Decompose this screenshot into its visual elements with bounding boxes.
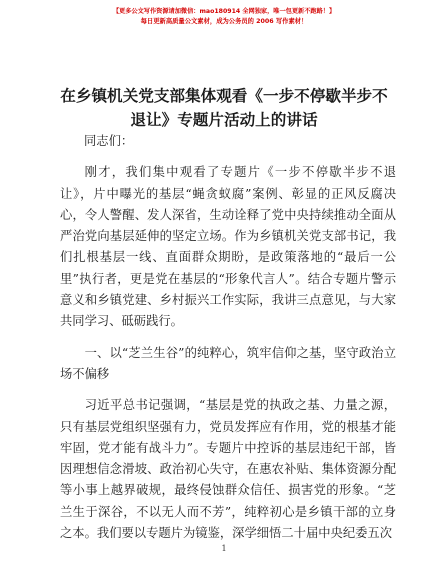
promo-banner-line-2: 每日更新高质量公文素材，成为公务员的 2006 写作素材！ [140, 18, 308, 25]
salutation: 同志们： [84, 134, 134, 148]
promo-banner-line-1: 【更多公文写作资源请加微信：mao180914 全网独家，唯一包更新不跑路！】 [112, 8, 336, 15]
document-title: 在乡镇机关党支部集体观看《一步不停歇半步不退让》专题片活动上的讲话 [60, 87, 388, 129]
paragraph-section-1: 习近平总书记强调，“基层是党的执政之基、力量之源，只有基层党组织坚强有力，党员发挥应有作用，党的根基才能牢固，党才能有战斗力”。专题片中控诉的基层违纪干部，皆因理想信念滑坡、政治初心失守，在惠农补贴、集体资源分配等小事上越界破规，最终侵蚀群众信任、损害党的形象。“芝兰生于深谷，不以无人而不芳”，纯粹初心是乡镇干部的立身之本。我们要以专题片为镜鉴，深学细悟二十届中央纪委五次 [60, 398, 396, 541]
paragraph-intro: 刚才，我们集中观看了专题片《一步不停歇半步不退让》，片中曝光的基层“蝇贪蚁腐”案例、彰显的正风反腐决心，令人警醒、发人深省，生动诠释了党中央持续推动全面从严治党向基层延伸的坚定立场。作为乡镇机关党支部书记，我们扎根基层一线、直面群众期盼，是政策落地的“最后一公里”执行者，更是党在基层的“形象代言人”。结合专题片警示意义和乡镇党建、乡村振兴工作实际，我讲三点意见，与大家共同学习、砥砺践行。 [60, 165, 396, 329]
page-number: 1 [221, 544, 227, 553]
section-heading-1: 一、以“芝兰生谷”的纯粹心，筑牢信仰之基，坚守政治立场不偏移 [60, 345, 396, 381]
document-body [60, 131, 396, 554]
promo-banner [0, 7, 448, 27]
